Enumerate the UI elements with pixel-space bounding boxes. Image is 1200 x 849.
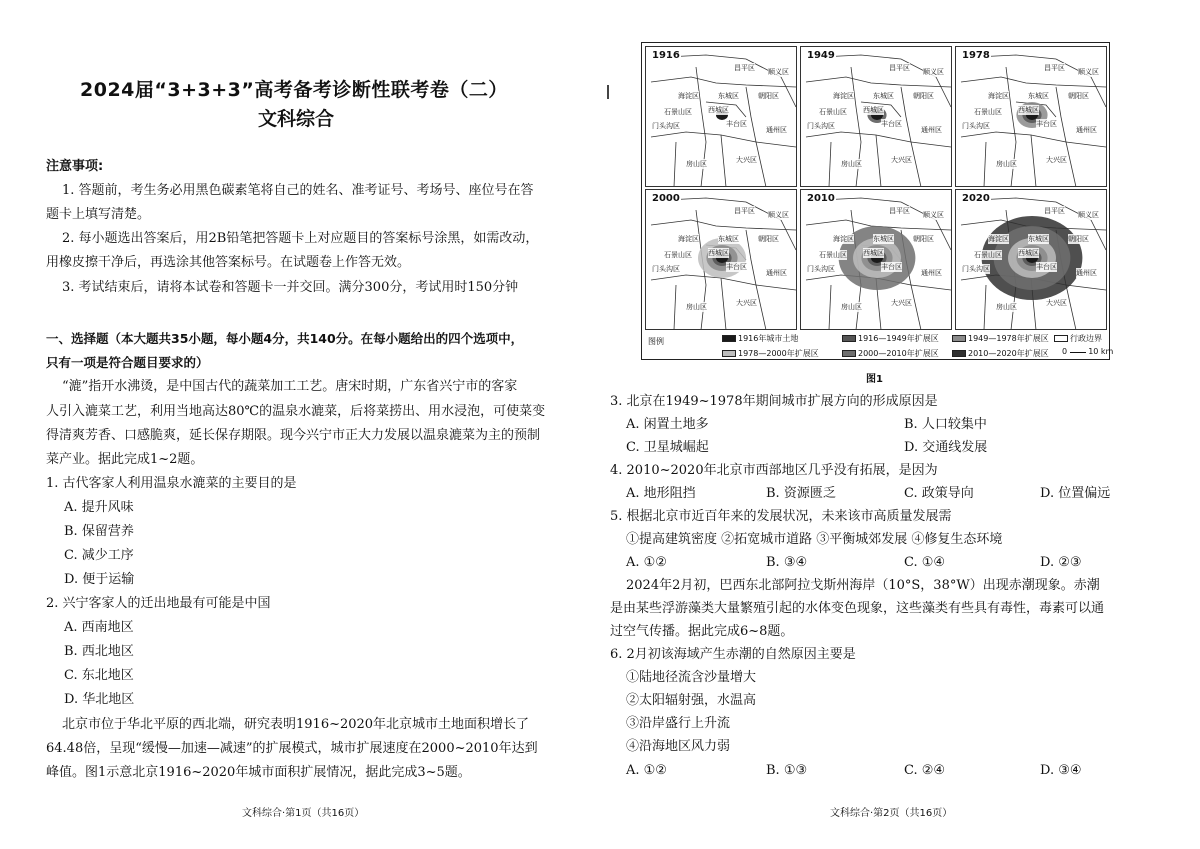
section-heading-2: 只有一项是符合题目要求的） <box>46 355 209 370</box>
district-label: 朝阳区 <box>913 92 934 100</box>
q6-stem: ②太阳辐射强，水温高 <box>626 693 757 708</box>
q6-option-d[interactable]: D. ③④ <box>1040 763 1082 778</box>
q2-option-d[interactable]: D. 华北地区 <box>64 692 135 707</box>
notice-line: 用橡皮擦干净后，再选涂其他答案标号。在试题卷上作答无效。 <box>46 255 411 270</box>
district-label: 大兴区 <box>1046 156 1067 164</box>
district-label: 丰台区 <box>1036 120 1057 128</box>
district-label: 石景山区 <box>819 108 847 116</box>
district-label: 房山区 <box>996 160 1017 168</box>
district-label: 大兴区 <box>736 299 757 307</box>
district-boundary <box>876 135 881 187</box>
q6-option-c[interactable]: C. ②④ <box>904 763 946 778</box>
district-boundary <box>851 67 861 187</box>
legend-swatch <box>722 350 736 357</box>
district-label: 东城区 <box>1028 235 1049 243</box>
legend-item: 1916年城市土地 <box>722 333 798 344</box>
district-label: 朝阳区 <box>758 235 779 243</box>
district-label: 昌平区 <box>1044 207 1065 215</box>
scale-line <box>1070 347 1086 353</box>
map-year-label: 2000 <box>652 193 680 204</box>
figure-1-maps <box>641 42 1114 360</box>
district-label: 大兴区 <box>891 156 912 164</box>
passage-line: 人引入漉菜工艺，利用当地高达80℃的温泉水漉菜，后将菜捞出、用水浸泡，可使菜变 <box>46 404 546 419</box>
section-heading: 一、选择题（本大题共35小题，每小题4分，共140分。在每小题给出的四个选项中， <box>46 331 524 346</box>
legend-swatch <box>842 335 856 342</box>
legend-swatch <box>722 335 736 342</box>
q1-option-a[interactable]: A. 提升风味 <box>64 500 134 515</box>
district-label: 朝阳区 <box>758 92 779 100</box>
district-label: 房山区 <box>686 303 707 311</box>
district-label: 东城区 <box>1028 92 1049 100</box>
page-footer: 文科综合·第1页（共16页） <box>242 808 365 819</box>
district-label: 西城区 <box>863 249 884 257</box>
district-label: 房山区 <box>996 303 1017 311</box>
district-label: 丰台区 <box>881 263 902 271</box>
map-panel-2010 <box>800 189 952 330</box>
district-label: 朝阳区 <box>913 235 934 243</box>
legend-title: 图例 <box>648 337 664 346</box>
passage-line: 过空气传播。据此完成6~8题。 <box>610 624 794 639</box>
district-label: 西城区 <box>1018 106 1039 114</box>
district-boundary <box>721 278 726 330</box>
q1-option-c[interactable]: C. 减少工序 <box>64 548 134 563</box>
notice-line: 1. 答题前，考生务必用黑色碳素笔将自己的姓名、准考证号、考场号、座位号在答 <box>62 183 534 198</box>
district-label: 门头沟区 <box>652 265 680 273</box>
q2-option-c[interactable]: C. 东北地区 <box>64 668 134 683</box>
district-boundary <box>806 77 951 87</box>
district-label: 海淀区 <box>988 92 1009 100</box>
district-boundary <box>901 87 921 187</box>
district-label: 东城区 <box>873 235 894 243</box>
question-6: 6. 2月初该海域产生赤潮的自然原因主要是 <box>610 647 856 662</box>
district-boundary <box>721 135 726 187</box>
district-label: 朝阳区 <box>1068 235 1089 243</box>
q4-option-a[interactable]: A. 地形阻挡 <box>626 486 696 501</box>
district-label: 丰台区 <box>726 120 747 128</box>
legend-swatch <box>952 335 966 342</box>
district-boundary <box>984 285 986 330</box>
district-label: 昌平区 <box>889 207 910 215</box>
q6-stem: ①陆地径流含沙量增大 <box>626 670 757 685</box>
district-boundary <box>1006 67 1016 187</box>
district-label: 丰台区 <box>881 120 902 128</box>
district-boundary <box>829 142 831 187</box>
district-label: 石景山区 <box>819 251 847 259</box>
question-5: 5. 根据北京市近百年来的发展状况，未来该市高质量发展需 <box>610 509 952 524</box>
district-boundary <box>746 230 766 330</box>
map-panel-1949 <box>800 46 952 187</box>
district-label: 门头沟区 <box>962 122 990 130</box>
legend-swatch <box>842 350 856 357</box>
district-boundary <box>696 67 706 187</box>
district-label: 东城区 <box>873 92 894 100</box>
district-boundary <box>651 77 796 87</box>
passage-line: 峰值。图1示意北京1916~2020年城市面积扩展情况，据此完成3~5题。 <box>46 765 471 780</box>
boundary-swatch <box>1054 335 1068 342</box>
q3-option-a[interactable]: A. 闲置土地多 <box>626 417 709 432</box>
legend-boundary: 行政边界 <box>1054 333 1102 344</box>
legend-item: 2000—2010年扩展区 <box>842 348 939 359</box>
district-label: 房山区 <box>686 160 707 168</box>
passage-line: 64.48倍，呈现“缓慢—加速—减速”的扩展模式，城市扩展速度在2000~2010年达到 <box>46 741 538 756</box>
question-1: 1. 古代客家人利用温泉水漉菜的主要目的是 <box>46 476 297 491</box>
map-year-label: 1978 <box>962 50 990 61</box>
district-label: 昌平区 <box>889 64 910 72</box>
district-label: 门头沟区 <box>962 265 990 273</box>
district-label: 海淀区 <box>988 235 1009 243</box>
q5-option-d[interactable]: D. ②③ <box>1040 555 1082 570</box>
district-label: 通州区 <box>766 126 787 134</box>
passage-line: 菜产业。据此完成1~2题。 <box>46 452 204 467</box>
notice-heading: 注意事项: <box>46 159 104 174</box>
district-label: 石景山区 <box>664 251 692 259</box>
district-label: 海淀区 <box>678 92 699 100</box>
q3-option-d[interactable]: D. 交通线发展 <box>904 440 988 455</box>
map-panel-1916 <box>645 46 797 187</box>
exam-subtitle: 文科综合 <box>258 108 335 130</box>
district-label: 大兴区 <box>1046 299 1067 307</box>
district-label: 通州区 <box>766 269 787 277</box>
district-boundary <box>674 142 676 187</box>
legend-swatch <box>952 350 966 357</box>
district-label: 顺义区 <box>923 211 944 219</box>
district-label: 丰台区 <box>1036 263 1057 271</box>
passage-line: 北京市位于华北平原的西北端，研究表明1916~2020年北京城市土地面积增长了 <box>62 717 530 732</box>
district-boundary <box>961 77 1106 87</box>
scale-label: 10 km <box>1088 347 1114 356</box>
notice-line: 题卡上填写清楚。 <box>46 207 151 222</box>
district-label: 通州区 <box>921 126 942 134</box>
district-label: 海淀区 <box>678 235 699 243</box>
page-footer: 文科综合·第2页（共16页） <box>830 808 953 819</box>
exam-title: 2024届“3+3+3”高考备考诊断性联考卷（二） <box>80 79 508 101</box>
district-label: 顺义区 <box>1078 211 1099 219</box>
q4-option-d[interactable]: D. 位置偏远 <box>1040 486 1111 501</box>
notice-line: 3. 考试结束后，请将本试卷和答题卡一并交回。满分300分，考试用时150分钟 <box>62 280 519 295</box>
district-label: 西城区 <box>708 249 729 257</box>
passage-line: 得清爽芳香、口感脆爽，延长保存期限。现今兴宁市正大力发展以温泉漉菜为主的预制 <box>46 428 541 443</box>
district-boundary <box>1031 135 1036 187</box>
map-panel-1978 <box>955 46 1107 187</box>
district-label: 西城区 <box>708 106 729 114</box>
legend-item: 2010—2020年扩展区 <box>952 348 1049 359</box>
q4-option-b[interactable]: B. 资源匮乏 <box>766 486 836 501</box>
district-label: 通州区 <box>921 269 942 277</box>
district-label: 大兴区 <box>891 299 912 307</box>
q4-option-c[interactable]: C. 政策导向 <box>904 486 974 501</box>
district-label: 通州区 <box>1076 126 1097 134</box>
map-panel-2000 <box>645 189 797 330</box>
passage-line: “漉”指开水沸烫，是中国古代的蔬菜加工工艺。唐宋时期，广东省兴宁市的客家 <box>62 379 518 394</box>
q2-option-a[interactable]: A. 西南地区 <box>64 620 134 635</box>
notice-line: 2. 每小题选出答案后，用2B铅笔把答题卡上对应题目的答案标号涂黑，如需改动， <box>62 231 539 246</box>
district-label: 门头沟区 <box>807 265 835 273</box>
district-label: 石景山区 <box>664 108 692 116</box>
district-label: 朝阳区 <box>1068 92 1089 100</box>
map-year-label: 1949 <box>807 50 835 61</box>
district-label: 丰台区 <box>726 263 747 271</box>
legend-item: 1916—1949年扩展区 <box>842 333 939 344</box>
district-boundary <box>984 142 986 187</box>
q6-option-b[interactable]: B. ①③ <box>766 763 808 778</box>
legend-item: 1949—1978年扩展区 <box>952 333 1049 344</box>
passage-line: 是由某些浮游藻类大量繁殖引起的水体变色现象，这些藻类有些具有毒性，毒素可以通 <box>610 601 1105 616</box>
scale-bar <box>1062 347 1113 356</box>
map-year-label: 2010 <box>807 193 835 204</box>
district-boundary <box>674 285 676 330</box>
district-label: 石景山区 <box>974 251 1002 259</box>
q6-stem: ④沿海地区风力弱 <box>626 739 731 754</box>
district-label: 门头沟区 <box>652 122 680 130</box>
district-boundary <box>651 220 796 230</box>
district-label: 顺义区 <box>923 68 944 76</box>
map-year-label: 2020 <box>962 193 990 204</box>
district-label: 石景山区 <box>974 108 1002 116</box>
district-label: 西城区 <box>1018 249 1039 257</box>
district-label: 顺义区 <box>1078 68 1099 76</box>
district-label: 顺义区 <box>768 68 789 76</box>
district-label: 顺义区 <box>768 211 789 219</box>
q5-option-a[interactable]: A. ①② <box>626 555 667 570</box>
passage-line: 2024年2月初，巴西东北部阿拉戈斯州海岸（10°S，38°W）出现赤潮现象。赤潮 <box>626 578 1100 593</box>
district-label: 大兴区 <box>736 156 757 164</box>
district-label: 通州区 <box>1076 269 1097 277</box>
map-panel-2020 <box>955 189 1107 330</box>
district-boundary <box>746 87 766 187</box>
district-label: 东城区 <box>718 235 739 243</box>
district-label: 房山区 <box>841 160 862 168</box>
q3-option-c[interactable]: C. 卫星城崛起 <box>626 440 709 455</box>
question-4: 4. 2010~2020年北京市西部地区几乎没有拓展，是因为 <box>610 463 938 478</box>
q5-option-c[interactable]: C. ①④ <box>904 555 946 570</box>
district-label: 海淀区 <box>833 92 854 100</box>
district-boundary <box>829 285 831 330</box>
q5-stem: ①提高建筑密度 ②拓宽城市道路 ③平衡城郊发展 ④修复生态环境 <box>626 532 1003 547</box>
district-label: 门头沟区 <box>807 122 835 130</box>
district-label: 东城区 <box>718 92 739 100</box>
q2-option-b[interactable]: B. 西北地区 <box>64 644 134 659</box>
q6-stem: ③沿岸盛行上升流 <box>626 716 731 731</box>
q6-option-a[interactable]: A. ①② <box>626 763 667 778</box>
district-label: 海淀区 <box>833 235 854 243</box>
scale-zero: 0 <box>1062 347 1068 356</box>
district-label: 昌平区 <box>1044 64 1065 72</box>
district-label: 昌平区 <box>734 64 755 72</box>
q1-option-d[interactable]: D. 便于运输 <box>64 572 135 587</box>
district-label: 昌平区 <box>734 207 755 215</box>
figure-caption: 图1 <box>866 374 883 385</box>
district-label: 房山区 <box>841 303 862 311</box>
q1-option-b[interactable]: B. 保留营养 <box>64 524 134 539</box>
question-3: 3. 北京在1949~1978年期间城市扩展方向的形成原因是 <box>610 394 938 409</box>
district-boundary <box>1056 87 1076 187</box>
q5-option-b[interactable]: B. ③④ <box>766 555 808 570</box>
map-year-label: 1916 <box>652 50 680 61</box>
question-2: 2. 兴宁客家人的迁出地最有可能是中国 <box>46 596 271 611</box>
legend-item: 1978—2000年扩展区 <box>722 348 819 359</box>
q3-option-b[interactable]: B. 人口较集中 <box>904 417 987 432</box>
district-label: 西城区 <box>863 106 884 114</box>
